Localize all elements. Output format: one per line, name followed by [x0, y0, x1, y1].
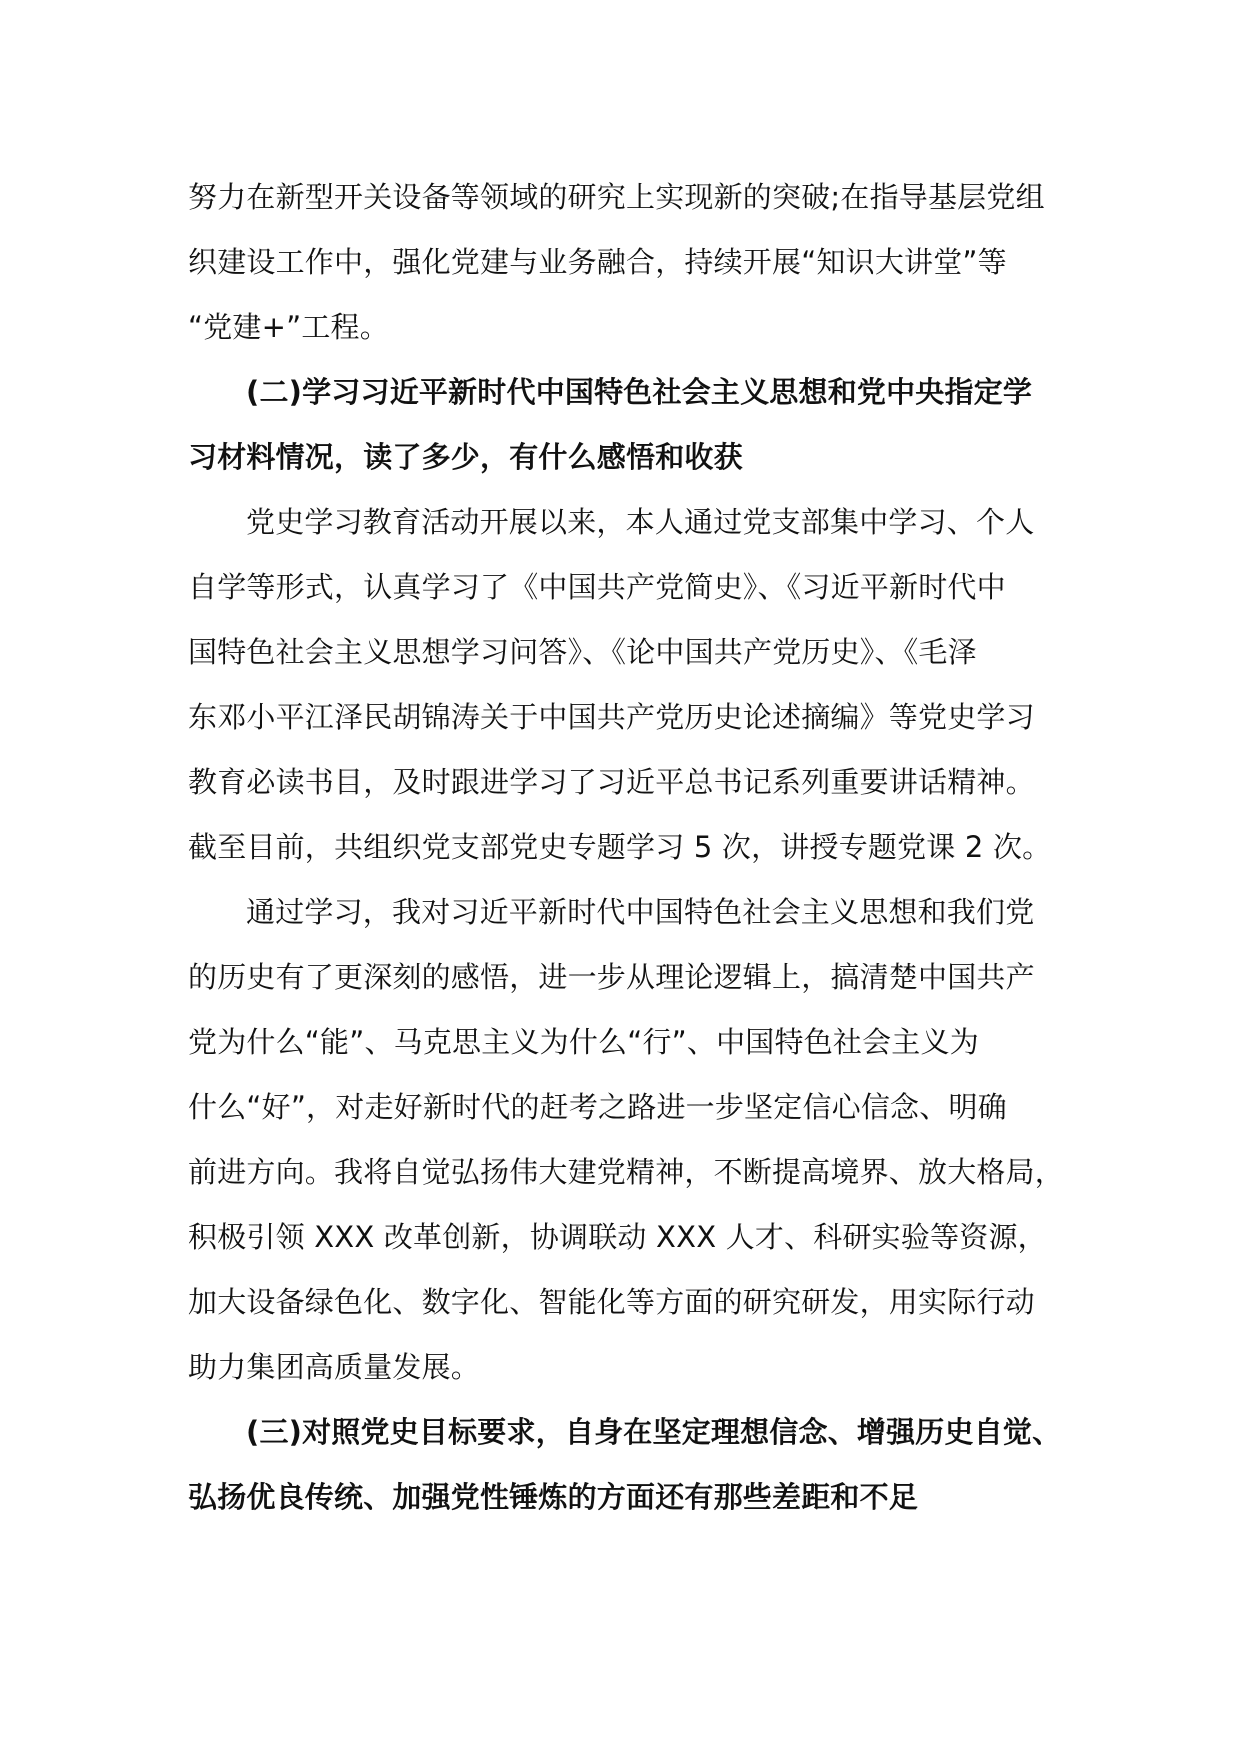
text-line: 教育必读书目，及时跟进学习了习近平总书记系列重要讲话精神。 [188, 765, 1035, 799]
section-heading-2 [188, 360, 1078, 490]
text-line: 党为什么“能”、马克思主义为什么“行”、中国特色社会主义为 [188, 1025, 979, 1059]
text-line: 织建设工作中，强化党建与业务融合，持续开展“知识大讲堂”等 [188, 245, 1007, 279]
heading-line: 习材料情况，读了多少，有什么感悟和收获 [188, 440, 743, 474]
text-line: 自学等形式，认真学习了《中国共产党简史》、《习近平新时代中 [188, 570, 1006, 604]
text-line: 加大设备绿色化、数字化、智能化等方面的研究研发，用实际行动 [188, 1285, 1035, 1319]
text-line: “党建+”工程。 [188, 310, 389, 344]
text-line: 党史学习教育活动开展以来，本人通过党支部集中学习、个人 [246, 505, 1035, 539]
section-heading-3 [188, 1400, 1078, 1530]
text-line: 通过学习，我对习近平新时代中国特色社会主义思想和我们党 [246, 895, 1035, 929]
document-body [188, 165, 1078, 1530]
text-line: 国特色社会主义思想学习问答》、《论中国共产党历史》、《毛泽 [188, 635, 977, 669]
text-line: 什么“好”，对走好新时代的赶考之路进一步坚定信心信念、明确 [188, 1090, 1007, 1124]
text-line: 的历史有了更深刻的感悟，进一步从理论逻辑上，搞清楚中国共产 [188, 960, 1035, 994]
text-line: 积极引领 XXX 改革创新，协调联动 XXX 人才、科研实验等资源， [188, 1220, 1047, 1254]
heading-line: (二)学习习近平新时代中国特色社会主义思想和党中央指定学 [246, 375, 1033, 409]
paragraph-study-materials [188, 490, 1078, 880]
text-line: 截至目前，共组织党支部党史专题学习 5 次，讲授专题党课 2 次。 [188, 830, 1052, 864]
paragraph-reflections [188, 880, 1078, 1400]
text-line: 努力在新型开关设备等领域的研究上实现新的突破;在指导基层党组 [188, 180, 1045, 214]
text-line: 助力集团高质量发展。 [188, 1350, 481, 1384]
paragraph-continued [188, 165, 1078, 360]
heading-line: 弘扬优良传统、加强党性锤炼的方面还有那些差距和不足 [188, 1480, 919, 1514]
text-line: 前进方向。我将自觉弘扬伟大建党精神，不断提高境界、放大格局， [188, 1155, 1065, 1189]
heading-line: (三)对照党史目标要求，自身在坚定理想信念、增强历史自觉、 [246, 1415, 1062, 1449]
text-line: 东邓小平江泽民胡锦涛关于中国共产党历史论述摘编》等党史学习 [188, 700, 1035, 734]
